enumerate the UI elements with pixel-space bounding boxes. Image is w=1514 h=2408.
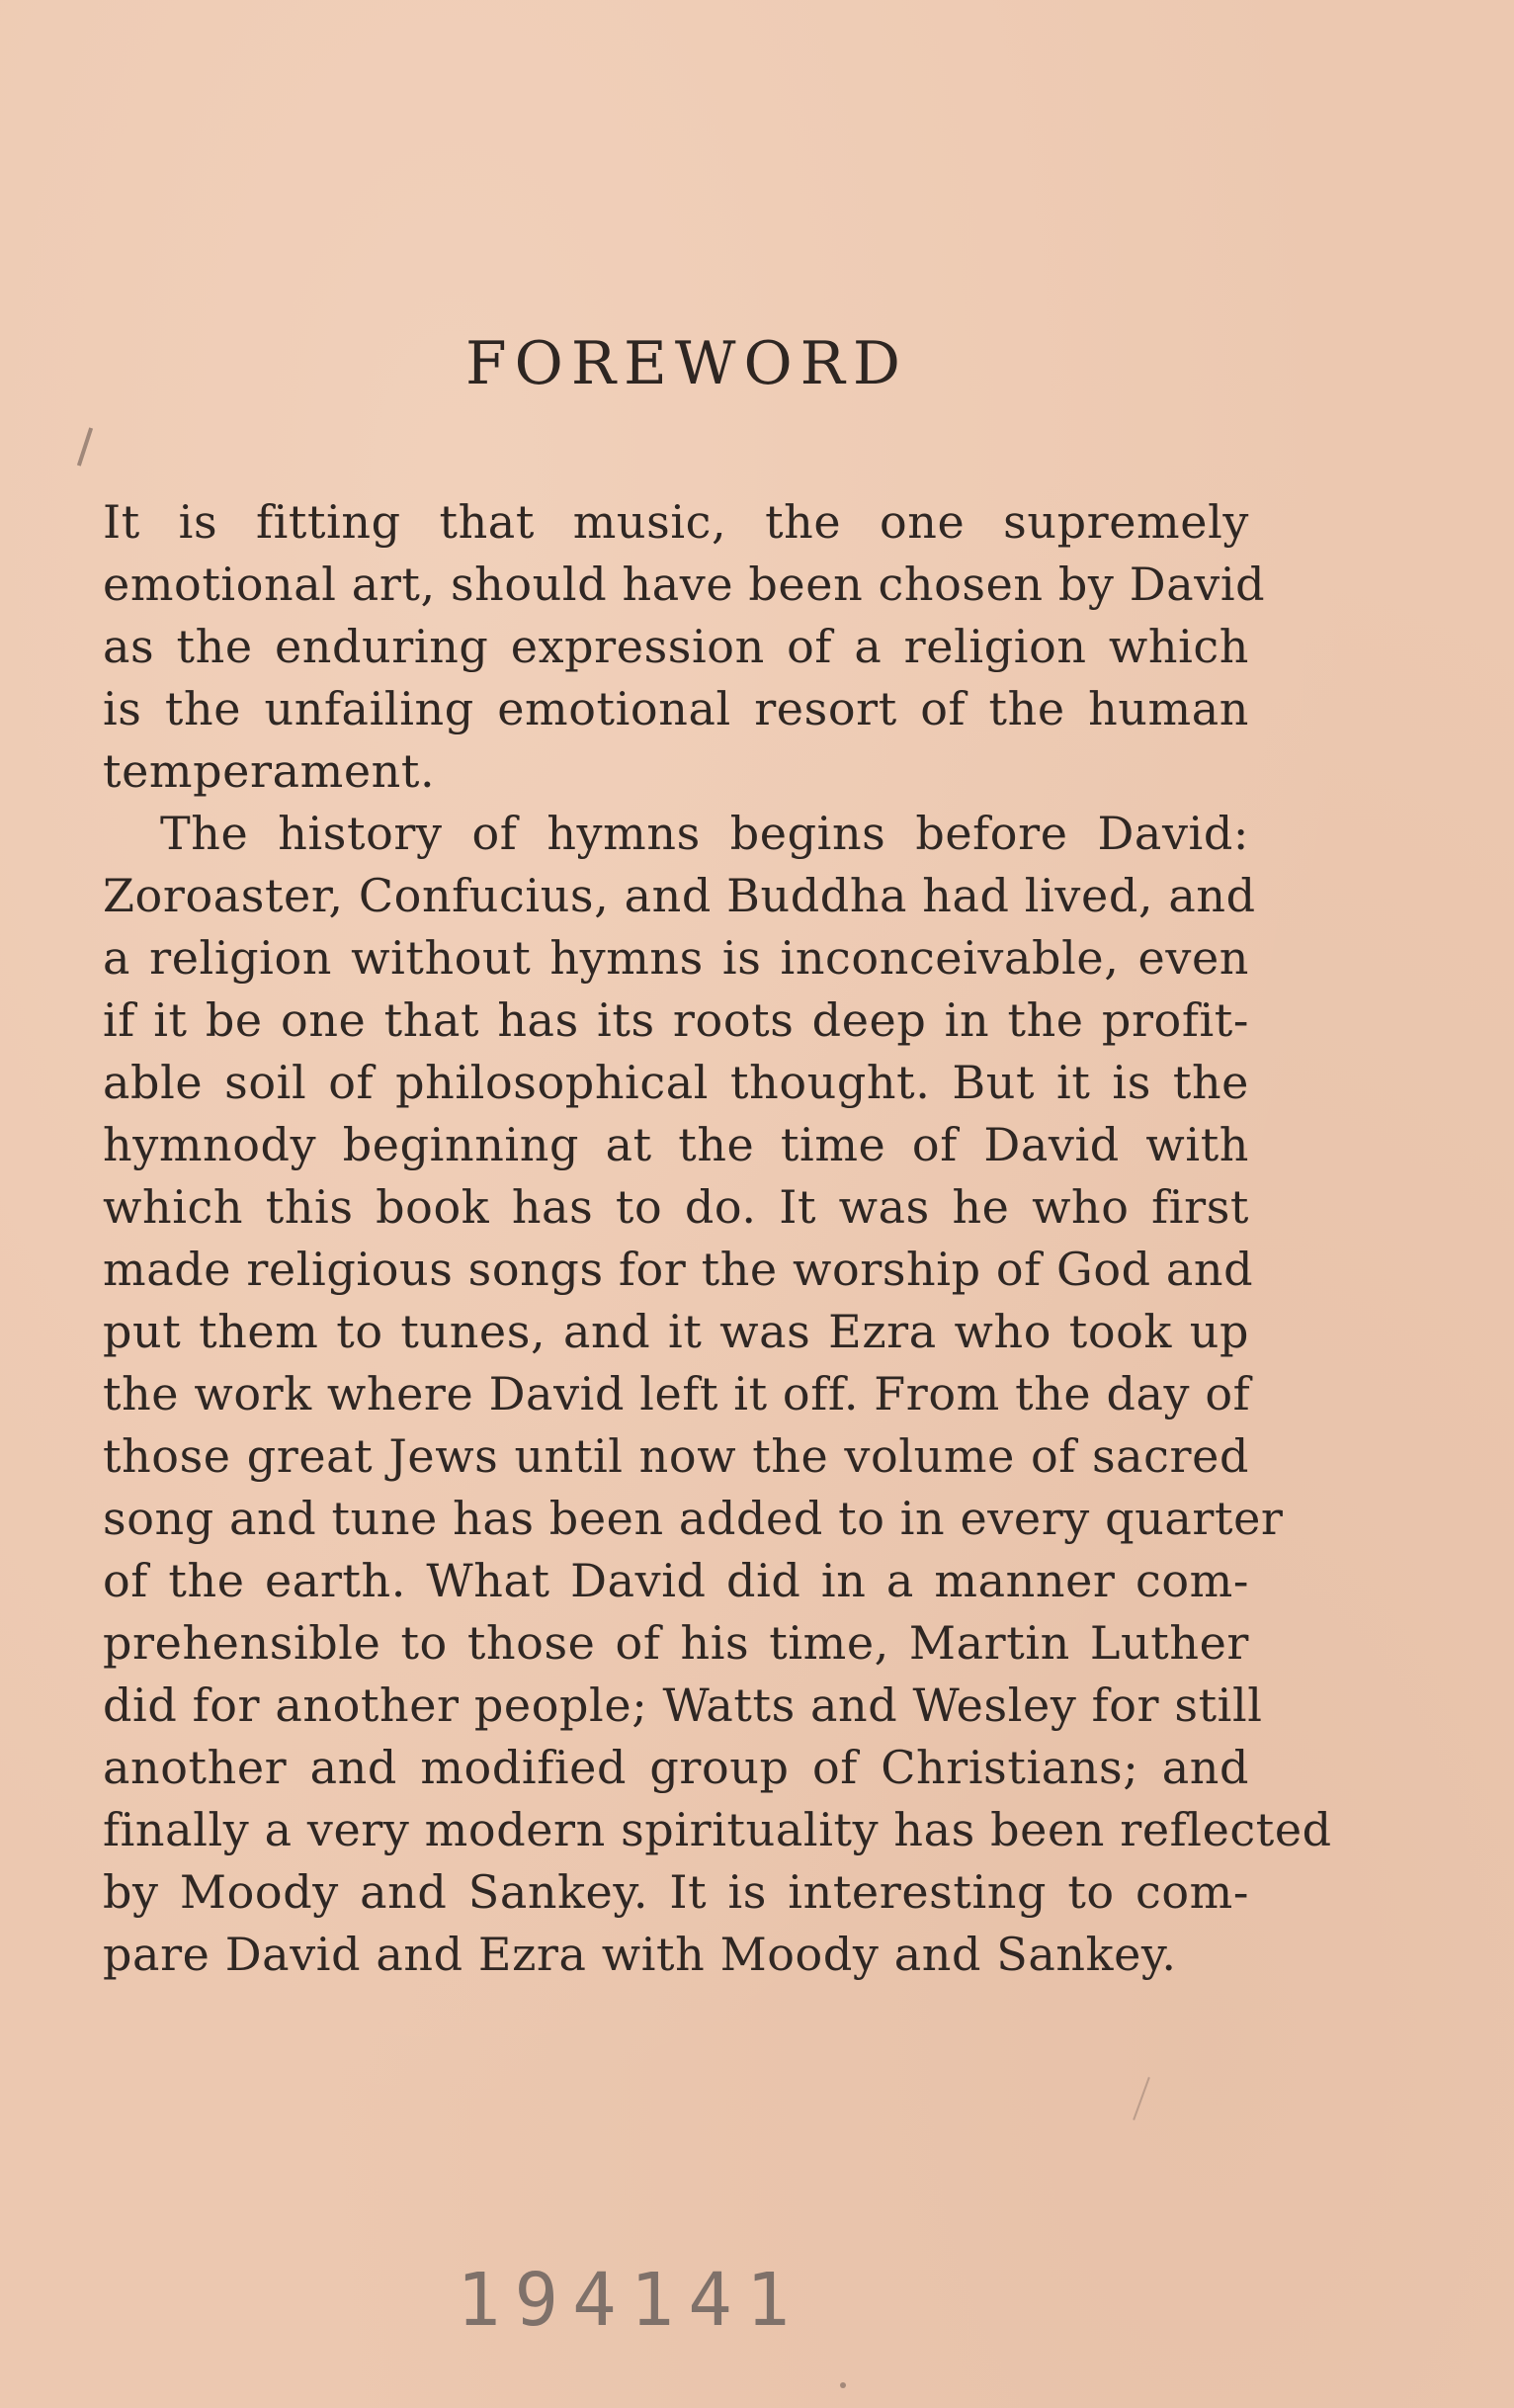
text-line: by Moody and Sankey. It is interesting to com- — [103, 1865, 1249, 1919]
page-title: FOREWORD — [465, 329, 908, 398]
text-line: The history of hymns begins before David: — [160, 807, 1249, 860]
text-line: those great Jews until now the volume of sacred — [103, 1429, 1249, 1483]
text-line: Zoroaster, Confucius, and Buddha had lived, and — [103, 869, 1256, 922]
ink-dot — [840, 2382, 846, 2388]
accession-number-stamp: 194141 — [457, 2258, 804, 2343]
pencil-mark — [77, 427, 93, 466]
text-line: prehensible to those of his time, Martin Luther — [103, 1616, 1249, 1670]
text-line: put them to tunes, and it was Ezra who took up — [103, 1305, 1249, 1358]
text-line: is the unfailing emotional resort of the human — [103, 682, 1249, 735]
text-line: hymnody beginning at the time of David with — [103, 1118, 1249, 1171]
text-line: temperament. — [103, 744, 436, 798]
text-line: which this book has to do. It was he who first — [103, 1180, 1249, 1234]
text-line: the work where David left it off. From the day of — [103, 1367, 1251, 1420]
text-line: emotional art, should have been chosen by David — [103, 558, 1266, 611]
text-line: finally a very modern spirituality has been reflected — [103, 1803, 1332, 1856]
text-line: made religious songs for the worship of God and — [103, 1243, 1254, 1296]
pencil-mark — [1133, 2077, 1150, 2120]
foreword-body — [103, 491, 1332, 1986]
text-line: a religion without hymns is inconceivable, even — [103, 931, 1249, 985]
text-line: if it be one that has its roots deep in the profit- — [103, 993, 1249, 1047]
text-line: did for another people; Watts and Wesley for still — [103, 1678, 1263, 1732]
text-line: another and modified group of Christians; and — [103, 1741, 1249, 1794]
text-line: able soil of philosophical thought. But it is the — [103, 1056, 1249, 1109]
text-line: song and tune has been added to in every quarter — [103, 1492, 1284, 1545]
text-line: pare David and Ezra with Moody and Sankey. — [103, 1928, 1177, 1981]
text-line: It is fitting that music, the one supremely — [103, 495, 1249, 549]
text-line: as the enduring expression of a religion which — [103, 620, 1249, 673]
text-line: of the earth. What David did in a manner com- — [103, 1554, 1249, 1607]
